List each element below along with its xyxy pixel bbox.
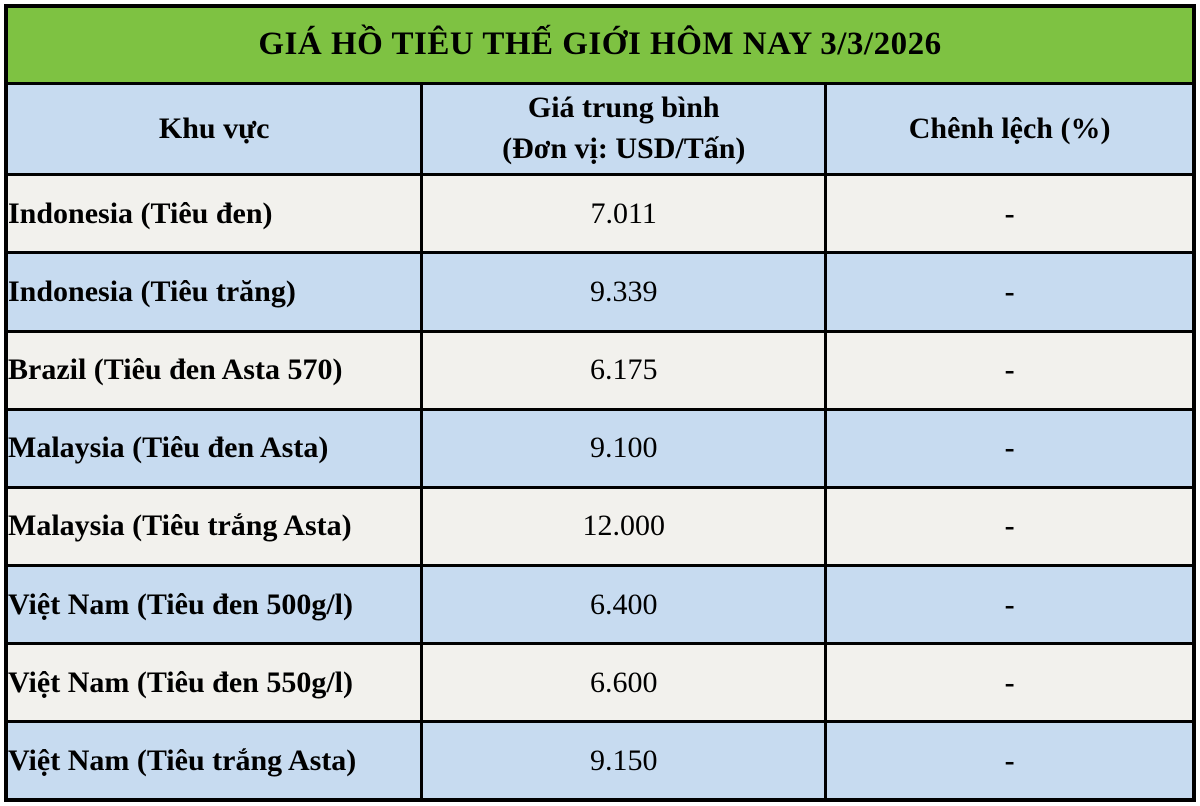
change-cell: -	[826, 487, 1194, 565]
change-cell: -	[826, 409, 1194, 487]
column-header-price-line2: (Đơn vị: USD/Tấn)	[502, 131, 746, 165]
table-row	[6, 253, 1194, 331]
table-title-row	[6, 6, 1194, 83]
table-row	[6, 722, 1194, 800]
table-row	[6, 565, 1194, 643]
column-header-price-line1: Giá trung bình	[527, 91, 720, 125]
change-cell: -	[826, 331, 1194, 409]
region-cell: Indonesia (Tiêu trăng)	[6, 253, 422, 331]
column-header-change: Chênh lệch (%)	[826, 83, 1194, 175]
region-cell: Việt Nam (Tiêu trắng Asta)	[6, 722, 422, 800]
region-cell: Việt Nam (Tiêu đen 500g/l)	[6, 565, 422, 643]
price-cell: 12.000	[422, 487, 826, 565]
price-cell: 6.175	[422, 331, 826, 409]
price-cell: 9.100	[422, 409, 826, 487]
change-cell: -	[826, 565, 1194, 643]
column-header-price	[422, 83, 826, 175]
table-row	[6, 409, 1194, 487]
region-cell: Indonesia (Tiêu đen)	[6, 175, 422, 253]
column-header-region: Khu vực	[6, 83, 422, 175]
region-cell: Malaysia (Tiêu đen Asta)	[6, 409, 422, 487]
price-cell: 9.339	[422, 253, 826, 331]
price-cell: 7.011	[422, 175, 826, 253]
change-cell: -	[826, 253, 1194, 331]
price-cell: 6.400	[422, 565, 826, 643]
pepper-price-table	[4, 4, 1196, 802]
table-row	[6, 644, 1194, 722]
table-row	[6, 175, 1194, 253]
price-cell: 9.150	[422, 722, 826, 800]
table-header-row	[6, 83, 1194, 175]
table-row	[6, 487, 1194, 565]
page-title: GIÁ HỒ TIÊU THẾ GIỚI HÔM NAY 3/3/2026	[6, 6, 1194, 83]
change-cell: -	[826, 722, 1194, 800]
region-cell: Malaysia (Tiêu trắng Asta)	[6, 487, 422, 565]
price-cell: 6.600	[422, 644, 826, 722]
region-cell: Việt Nam (Tiêu đen 550g/l)	[6, 644, 422, 722]
change-cell: -	[826, 644, 1194, 722]
region-cell: Brazil (Tiêu đen Asta 570)	[6, 331, 422, 409]
change-cell: -	[826, 175, 1194, 253]
table-row	[6, 331, 1194, 409]
